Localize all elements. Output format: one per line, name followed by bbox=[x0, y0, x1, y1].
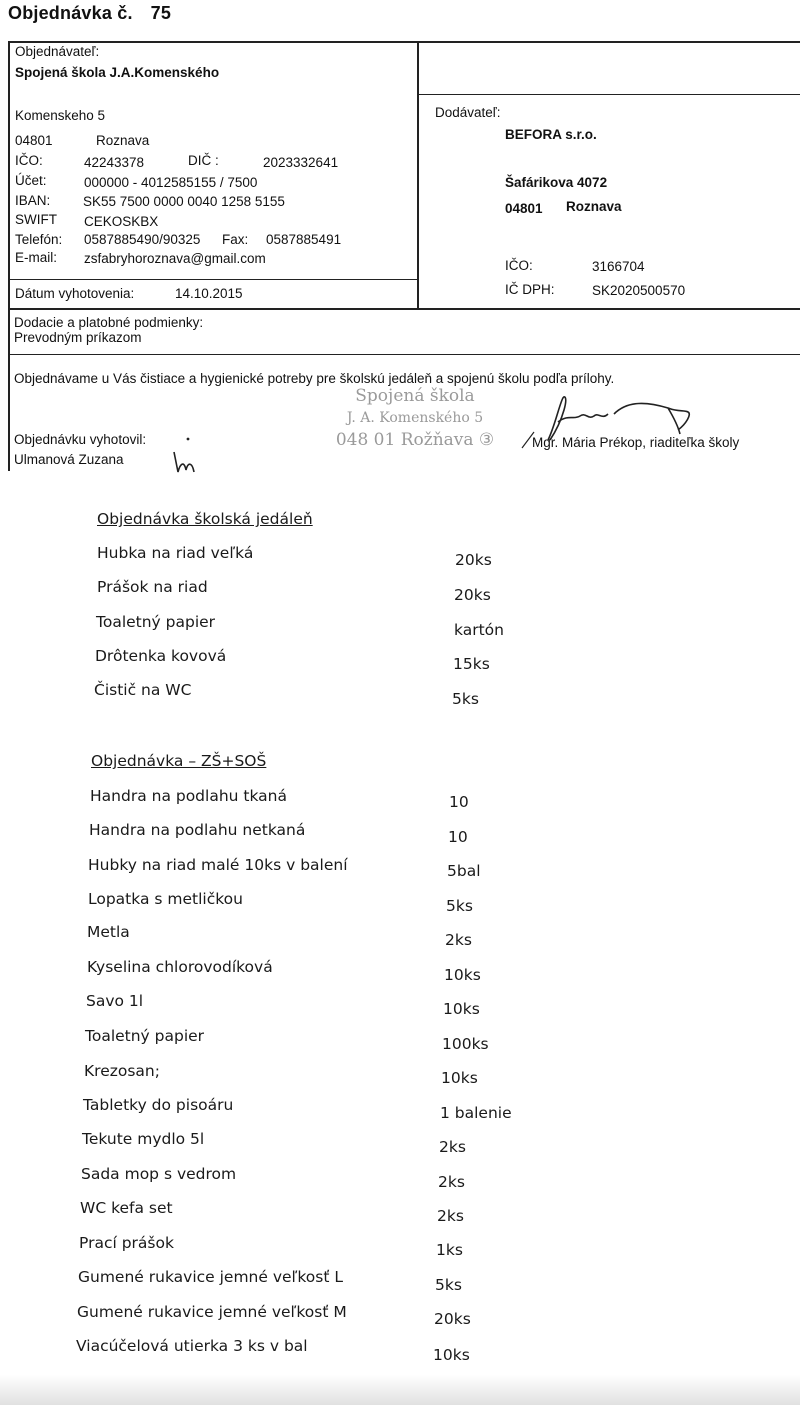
orderer-ucet: 000000 - 4012585155 / 7500 bbox=[84, 175, 258, 190]
item-qty: 10ks bbox=[444, 966, 481, 984]
item-qty: 2ks bbox=[437, 1207, 464, 1225]
date-value: 14.10.2015 bbox=[175, 286, 243, 301]
date-label: Dátum vyhotovenia: bbox=[15, 286, 135, 301]
item-qty: 20ks bbox=[434, 1310, 471, 1328]
item-name: Handra na podlahu tkaná bbox=[90, 787, 288, 805]
orderer-zip: 04801 bbox=[15, 133, 53, 148]
supplier-icdph-label: IČ DPH: bbox=[505, 282, 555, 297]
title-label: Objednávka č. bbox=[8, 3, 133, 23]
orderer-phone-label: Telefón: bbox=[15, 232, 63, 247]
orderer-street: Komenskeho 5 bbox=[15, 108, 106, 123]
item-name: Viacúčelová utierka 3 ks v bal bbox=[76, 1337, 308, 1355]
item-qty: 20ks bbox=[455, 551, 492, 569]
orderer-name: Spojená škola J.A.Komenského bbox=[15, 65, 220, 80]
terms-label: Dodacie a platobné podmienky: bbox=[14, 315, 204, 330]
item-qty: 20ks bbox=[454, 586, 491, 604]
item-name: Gumené rukavice jemné veľkosť L bbox=[78, 1268, 343, 1286]
orderer-iban-label: IBAN: bbox=[15, 193, 51, 208]
terms-value: Prevodným príkazom bbox=[14, 330, 142, 345]
stamp-mark: ③ bbox=[478, 430, 495, 450]
frame-terms-top bbox=[9, 308, 800, 310]
orderer-ucet-label: Účet: bbox=[15, 173, 47, 188]
orderer-fax-label: Fax: bbox=[222, 232, 249, 247]
item-qty: kartón bbox=[454, 621, 504, 639]
item-name: Gumené rukavice jemné veľkosť M bbox=[77, 1303, 347, 1321]
stamp-line-3 bbox=[320, 429, 510, 451]
signature-tick bbox=[520, 430, 540, 450]
item-name: Hubka na riad veľká bbox=[97, 544, 254, 562]
item-name: Čistič na WC bbox=[94, 681, 192, 699]
preparer-signature bbox=[170, 448, 210, 478]
frame-right-top-divider bbox=[418, 94, 800, 95]
item-qty: 5ks bbox=[446, 897, 473, 915]
prepared-by-label: Objednávku vyhotovil: bbox=[14, 432, 147, 447]
item-name: Prášok na riad bbox=[97, 578, 208, 596]
item-qty: 100ks bbox=[442, 1035, 489, 1053]
item-qty: 1 balenie bbox=[440, 1104, 512, 1122]
prepared-by-name: Ulmanová Zuzana bbox=[14, 452, 124, 467]
supplier-icdph: SK2020500570 bbox=[592, 283, 686, 298]
supplier-street: Šafárikova 4072 bbox=[505, 175, 608, 190]
orderer-phone: 0587885490/90325 bbox=[84, 232, 201, 247]
orderer-dic: 2023332641 bbox=[263, 155, 339, 170]
item-name: Tabletky do pisoáru bbox=[83, 1096, 234, 1114]
orderer-email: zsfabryhoroznava@gmail.com bbox=[84, 251, 266, 266]
item-qty: 2ks bbox=[439, 1138, 466, 1156]
item-name: Lopatka s metličkou bbox=[88, 890, 243, 908]
orderer-city: Roznava bbox=[96, 133, 150, 148]
item-name: Hubky na riad malé 10ks v balení bbox=[88, 856, 348, 874]
section-heading-zs-sos: Objednávka – ZŠ+SOŠ bbox=[91, 752, 267, 770]
supplier-ico: 3166704 bbox=[592, 259, 645, 274]
item-name: Prací prášok bbox=[79, 1234, 174, 1252]
frame-left bbox=[8, 41, 10, 471]
stamp-line-2: J. A. Komenského 5 bbox=[346, 410, 484, 426]
item-qty: 2ks bbox=[438, 1173, 465, 1191]
item-qty: 5bal bbox=[447, 862, 481, 880]
frame-mid-vertical bbox=[417, 42, 419, 308]
item-name: Kyselina chlorovodíková bbox=[87, 958, 273, 976]
orderer-label: Objednávateľ: bbox=[15, 44, 100, 59]
item-qty: 5ks bbox=[452, 690, 479, 708]
stamp-city: 048 01 Rožňava bbox=[335, 430, 474, 450]
item-name: Handra na podlahu netkaná bbox=[89, 821, 306, 839]
orderer-ico: 42243378 bbox=[84, 155, 145, 170]
item-name: Drôtenka kovová bbox=[95, 647, 227, 665]
orderer-dic-label: DIČ : bbox=[188, 153, 219, 168]
item-name: WC kefa set bbox=[80, 1199, 173, 1217]
orderer-ico-label: IČO: bbox=[15, 153, 43, 168]
order-statement: Objednávame u Vás čistiace a hygienické potreby pre školskú jedáleň a spojenú školu podľa prílohy. bbox=[14, 371, 615, 386]
item-name: Tekute mydlo 5l bbox=[82, 1130, 205, 1148]
item-name: Sada mop s vedrom bbox=[81, 1165, 237, 1183]
scan-shadow bbox=[0, 1375, 800, 1405]
signatory-name: Mgr. Mária Prékop, riaditeľka školy bbox=[532, 435, 740, 450]
orderer-swift-label: SWIFT bbox=[15, 212, 57, 227]
item-qty: 10 bbox=[448, 828, 468, 846]
item-qty: 2ks bbox=[445, 931, 472, 949]
frame-date-divider bbox=[9, 279, 417, 280]
document-title bbox=[8, 3, 171, 24]
frame-terms-bottom bbox=[9, 354, 800, 355]
supplier-city: Roznava bbox=[566, 199, 622, 214]
item-qty: 10ks bbox=[443, 1000, 480, 1018]
item-qty: 5ks bbox=[435, 1276, 462, 1294]
orderer-iban: SK55 7500 0000 0040 1258 5155 bbox=[83, 194, 285, 209]
item-qty: 10 bbox=[449, 793, 469, 811]
item-qty: 15ks bbox=[453, 655, 490, 673]
item-name: Toaletný papier bbox=[85, 1027, 205, 1045]
supplier-zip: 04801 bbox=[505, 201, 543, 216]
item-name: Toaletný papier bbox=[96, 613, 216, 631]
order-number: 75 bbox=[150, 3, 172, 23]
orderer-email-label: E-mail: bbox=[15, 250, 58, 265]
section-heading-jedalen: Objednávka školská jedáleň bbox=[97, 510, 313, 528]
item-name: Krezosan; bbox=[84, 1062, 160, 1080]
small-mark bbox=[184, 434, 194, 444]
supplier-label: Dodávateľ: bbox=[435, 105, 501, 120]
supplier-ico-label: IČO: bbox=[505, 258, 533, 273]
frame-top bbox=[8, 41, 800, 43]
item-name: Metla bbox=[87, 923, 130, 941]
item-qty: 1ks bbox=[436, 1241, 463, 1259]
supplier-name: BEFORA s.r.o. bbox=[505, 127, 597, 142]
orderer-fax: 0587885491 bbox=[266, 232, 342, 247]
school-stamp bbox=[320, 385, 510, 465]
orderer-swift: CEKOSKBX bbox=[84, 214, 159, 229]
item-name: Savo 1l bbox=[86, 992, 144, 1010]
stamp-line-1: Spojená škola bbox=[355, 386, 475, 406]
item-qty: 10ks bbox=[441, 1069, 478, 1087]
item-qty: 10ks bbox=[433, 1346, 470, 1364]
